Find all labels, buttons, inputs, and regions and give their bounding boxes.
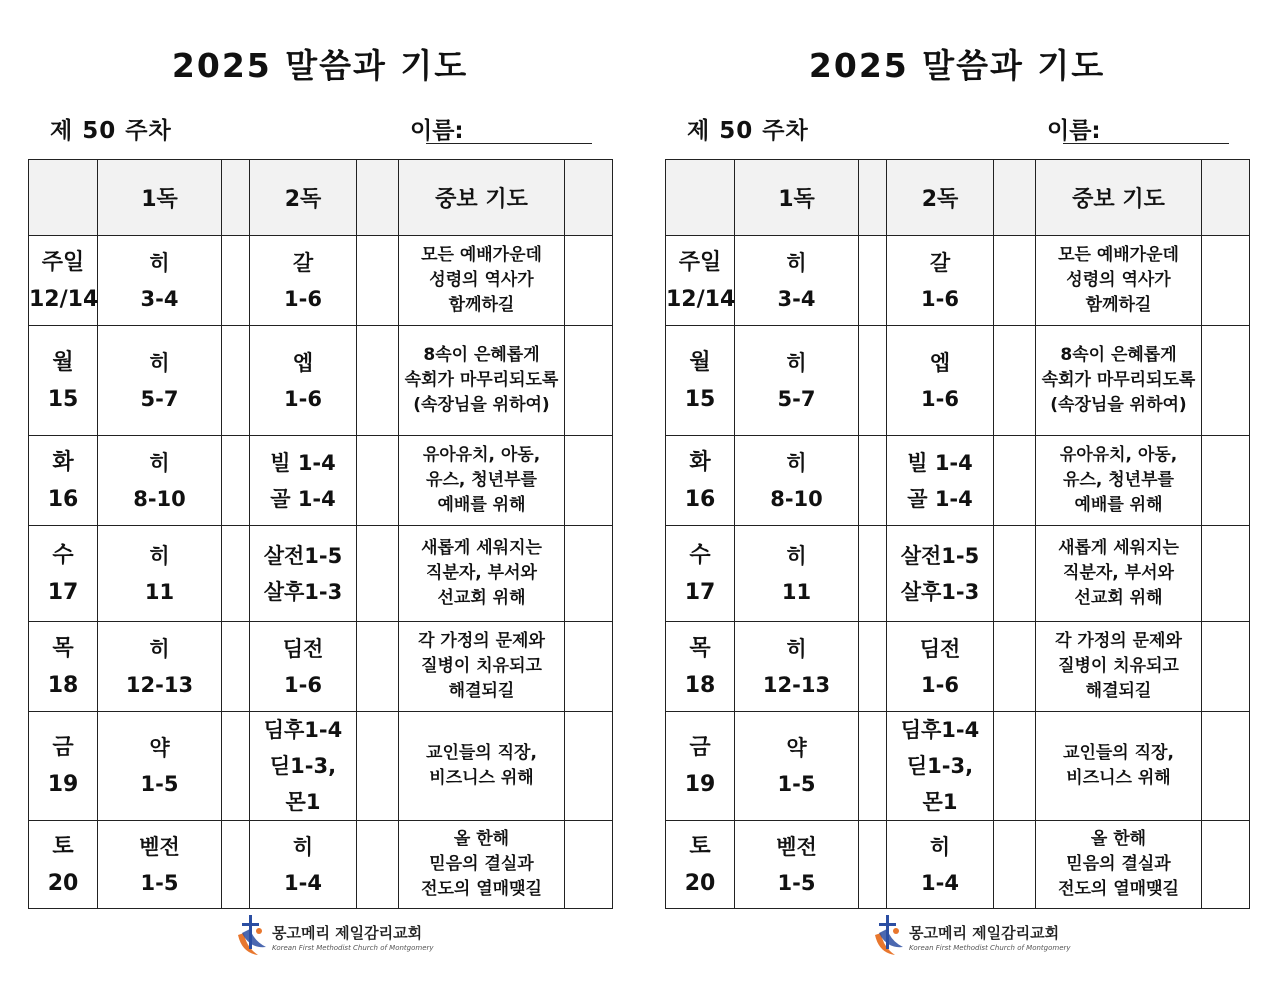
text-line: 벧전	[776, 834, 817, 859]
reading2-cell	[887, 326, 994, 436]
check-cell	[859, 436, 887, 526]
text-line: 질병이 치유되고	[421, 656, 542, 676]
text-line: 성령의 역사가	[1066, 270, 1171, 290]
header-check2	[357, 160, 399, 236]
check-cell	[994, 326, 1036, 436]
check-cell	[859, 326, 887, 436]
text-line: 1-4	[284, 870, 322, 895]
text-line: 해결되길	[448, 681, 515, 701]
check-cell	[859, 236, 887, 326]
text-line: 목	[52, 635, 74, 661]
text-line: 토	[52, 833, 74, 859]
text-line: 히	[292, 834, 314, 859]
text-line: 히	[786, 350, 807, 375]
text-line: 약	[149, 736, 170, 760]
text-line: 벧전	[139, 834, 180, 859]
text-line: 딤전	[282, 636, 324, 661]
week-label: 제 50 주차	[50, 118, 172, 144]
check-cell	[565, 526, 613, 622]
text-line: 월	[689, 349, 711, 375]
text-line: 20	[47, 870, 79, 896]
text-line: 함께하길	[1085, 295, 1152, 315]
day-cell	[666, 436, 735, 526]
reading2-cell	[887, 526, 994, 622]
church-logo	[869, 913, 1071, 959]
reading2-cell	[250, 326, 357, 436]
header-check1	[222, 160, 250, 236]
text-line: 히	[786, 250, 807, 275]
worksheet-left	[28, 0, 612, 989]
day-cell	[29, 821, 98, 909]
check-cell	[222, 712, 250, 821]
text-line: 17	[684, 579, 716, 605]
reading1-cell	[98, 236, 222, 326]
check-cell	[222, 622, 250, 712]
logo-text-english: Korean First Methodist Church of Montgomery	[272, 944, 434, 952]
cross-icon	[869, 913, 907, 959]
text-line: 유아유치, 아동,	[1059, 445, 1178, 465]
check-cell	[859, 712, 887, 821]
reading1-cell	[98, 821, 222, 909]
text-line: 갈	[292, 250, 314, 275]
check-cell	[357, 712, 399, 821]
text-line: 수	[689, 542, 711, 568]
text-line: 전도의 열매맺길	[1058, 879, 1179, 899]
text-line: 딛1-3,	[906, 754, 974, 778]
header-prayer: 중보 기도	[399, 160, 565, 236]
prayer-cell	[399, 326, 565, 436]
reading1-cell	[98, 436, 222, 526]
text-line: 갈	[929, 250, 951, 275]
prayer-cell	[1036, 712, 1202, 821]
text-line: 16	[684, 486, 716, 512]
page-title: 2025 말씀과 기도	[171, 46, 469, 85]
text-line: 비즈니스 위해	[429, 768, 534, 788]
text-line: 직분자, 부서와	[426, 563, 537, 583]
check-cell	[994, 622, 1036, 712]
text-line: 교인들의 직장,	[1063, 743, 1174, 763]
prayer-cell	[1036, 326, 1202, 436]
text-line: 질병이 치유되고	[1058, 656, 1179, 676]
text-line: 몬1	[285, 790, 321, 814]
check-cell	[222, 436, 250, 526]
check-cell	[565, 326, 613, 436]
text-line: 각 가정의 문제와	[1055, 631, 1182, 651]
check-cell	[994, 436, 1036, 526]
text-line: 히	[929, 834, 951, 859]
text-line: 1-5	[140, 772, 179, 796]
header-reading1: 1독	[735, 160, 859, 236]
text-line: (속장님을 위하여)	[413, 395, 550, 415]
text-line: 3-4	[140, 286, 179, 311]
text-line: 히	[149, 543, 170, 568]
table-row	[29, 821, 613, 909]
header-reading1: 1독	[98, 160, 222, 236]
reading1-cell	[98, 712, 222, 821]
text-line: 엡	[292, 350, 314, 375]
text-line: 골 1-4	[270, 486, 336, 511]
text-line: 히	[786, 543, 807, 568]
check-cell	[994, 236, 1036, 326]
text-line: (속장님을 위하여)	[1050, 395, 1187, 415]
day-cell	[29, 436, 98, 526]
check-cell	[565, 436, 613, 526]
text-line: 딤후1-4	[900, 718, 980, 742]
text-line: 18	[47, 672, 79, 698]
text-line: 직분자, 부서와	[1063, 563, 1174, 583]
reading2-cell	[250, 236, 357, 326]
text-line: 살후1-3	[900, 579, 980, 604]
check-cell	[1202, 622, 1250, 712]
text-line: 12-13	[762, 672, 831, 697]
text-line: 15	[47, 386, 79, 412]
page-title: 2025 말씀과 기도	[808, 46, 1106, 85]
text-line: 수	[52, 542, 74, 568]
reading1-cell	[735, 436, 859, 526]
text-line: 8-10	[133, 486, 186, 511]
week-label: 제 50 주차	[687, 118, 809, 144]
text-line: 믿음의 결실과	[429, 854, 534, 874]
text-line: 선교회 위해	[1074, 588, 1163, 608]
logo-text-korean: 몽고메리 제일감리교회	[909, 924, 1060, 942]
check-cell	[859, 526, 887, 622]
cross-icon	[232, 913, 270, 959]
reading2-cell	[250, 821, 357, 909]
text-line: 금	[689, 735, 711, 760]
check-cell	[994, 526, 1036, 622]
check-cell	[565, 236, 613, 326]
text-line: 비즈니스 위해	[1066, 768, 1171, 788]
text-line: 선교회 위해	[437, 588, 526, 608]
text-line: 히	[149, 636, 170, 661]
church-logo	[232, 913, 434, 959]
reading2-cell	[250, 526, 357, 622]
text-line: 1-6	[921, 386, 959, 411]
text-line: 유스, 청년부를	[426, 470, 537, 490]
text-line: 교인들의 직장,	[426, 743, 537, 763]
reading1-cell	[735, 821, 859, 909]
name-label: 이름:	[1047, 118, 1101, 144]
text-line: 해결되길	[1085, 681, 1152, 701]
reading1-cell	[735, 236, 859, 326]
table-row	[29, 236, 613, 326]
text-line: 금	[52, 735, 74, 760]
check-cell	[222, 236, 250, 326]
text-line: 11	[781, 579, 812, 604]
header-prayer: 중보 기도	[1036, 160, 1202, 236]
text-line: 히	[786, 636, 807, 661]
day-cell	[29, 712, 98, 821]
reading1-cell	[735, 526, 859, 622]
text-line: 히	[786, 450, 807, 475]
text-line: 화	[52, 449, 74, 475]
reading1-cell	[98, 326, 222, 436]
text-line: 19	[47, 772, 79, 797]
logo-text-korean: 몽고메리 제일감리교회	[272, 924, 423, 942]
table-row	[666, 821, 1250, 909]
reading2-cell	[887, 821, 994, 909]
text-line: 유스, 청년부를	[1063, 470, 1174, 490]
text-line: 약	[786, 736, 807, 760]
check-cell	[994, 712, 1036, 821]
text-line: 1-4	[921, 870, 959, 895]
worksheet-right	[665, 0, 1249, 989]
text-line: 8속이 은혜롭게	[1060, 345, 1177, 365]
header-day	[666, 160, 735, 236]
text-line: 살전1-5	[900, 543, 980, 568]
reading2-cell	[887, 622, 994, 712]
text-line: 3-4	[777, 286, 816, 311]
check-cell	[1202, 236, 1250, 326]
text-line: 1-5	[777, 870, 816, 895]
prayer-cell	[1036, 526, 1202, 622]
check-cell	[222, 526, 250, 622]
text-line: 12/14	[666, 286, 736, 312]
prayer-cell	[399, 712, 565, 821]
name-blank-line	[1063, 143, 1229, 144]
text-line: 1-6	[921, 286, 959, 311]
reading2-cell	[887, 712, 994, 821]
text-line: 올 한해	[453, 829, 510, 849]
text-line: 딤전	[919, 636, 961, 661]
text-line: 1-6	[284, 672, 322, 697]
text-line: 빌 1-4	[907, 450, 973, 475]
text-line: 살전1-5	[263, 543, 343, 568]
check-cell	[357, 622, 399, 712]
header-check2	[994, 160, 1036, 236]
prayer-cell	[399, 622, 565, 712]
text-line: 18	[684, 672, 716, 698]
text-line: 17	[47, 579, 79, 605]
text-line: 모든 예배가운데	[1058, 245, 1179, 265]
check-cell	[1202, 526, 1250, 622]
table-row	[29, 622, 613, 712]
check-cell	[859, 821, 887, 909]
check-cell	[357, 326, 399, 436]
reading1-cell	[735, 712, 859, 821]
table-row	[29, 436, 613, 526]
header-check3	[1202, 160, 1250, 236]
header-check1	[859, 160, 887, 236]
reading-table	[28, 159, 613, 909]
day-cell	[29, 526, 98, 622]
text-line: 8속이 은혜롭게	[423, 345, 540, 365]
day-cell	[666, 526, 735, 622]
text-line: 새롭게 세워지는	[1058, 538, 1179, 558]
text-line: 빌 1-4	[270, 450, 336, 475]
check-cell	[357, 236, 399, 326]
text-line: 1-6	[284, 286, 322, 311]
text-line: 유아유치, 아동,	[422, 445, 541, 465]
text-line: 1-5	[140, 870, 179, 895]
text-line: 전도의 열매맺길	[421, 879, 542, 899]
text-line: 주일	[41, 249, 85, 275]
table-row	[666, 436, 1250, 526]
reading1-cell	[98, 526, 222, 622]
text-line: 예배를 위해	[1074, 495, 1163, 515]
text-line: 8-10	[770, 486, 823, 511]
table-row	[666, 526, 1250, 622]
day-cell	[666, 622, 735, 712]
text-line: 함께하길	[448, 295, 515, 315]
text-line: 예배를 위해	[437, 495, 526, 515]
text-line: 12-13	[125, 672, 194, 697]
check-cell	[859, 622, 887, 712]
logo-text-english: Korean First Methodist Church of Montgomery	[909, 944, 1071, 952]
reading-table	[665, 159, 1250, 909]
check-cell	[1202, 712, 1250, 821]
check-cell	[994, 821, 1036, 909]
reading1-cell	[735, 326, 859, 436]
day-cell	[29, 236, 98, 326]
text-line: 성령의 역사가	[429, 270, 534, 290]
reading2-cell	[887, 236, 994, 326]
day-cell	[666, 821, 735, 909]
check-cell	[222, 821, 250, 909]
table-row	[29, 326, 613, 436]
table-header-row	[29, 160, 613, 236]
table-header-row	[666, 160, 1250, 236]
day-cell	[666, 326, 735, 436]
check-cell	[1202, 436, 1250, 526]
prayer-cell	[399, 436, 565, 526]
day-cell	[29, 622, 98, 712]
header-reading2: 2독	[887, 160, 994, 236]
check-cell	[357, 526, 399, 622]
text-line: 주일	[678, 249, 722, 275]
reading2-cell	[250, 712, 357, 821]
check-cell	[565, 622, 613, 712]
header-reading2: 2독	[250, 160, 357, 236]
prayer-cell	[1036, 821, 1202, 909]
text-line: 모든 예배가운데	[421, 245, 542, 265]
text-line: 11	[144, 579, 175, 604]
text-line: 5-7	[777, 386, 816, 411]
name-label: 이름:	[410, 118, 464, 144]
reading2-cell	[250, 436, 357, 526]
table-row	[666, 236, 1250, 326]
text-line: 5-7	[140, 386, 179, 411]
text-line: 15	[684, 386, 716, 412]
text-line: 속회가 마무리되도록	[1041, 370, 1196, 390]
table-row	[666, 622, 1250, 712]
table-row	[666, 712, 1250, 821]
text-line: 19	[684, 772, 716, 797]
text-line: 딤후1-4	[263, 718, 343, 742]
check-cell	[565, 821, 613, 909]
text-line: 딛1-3,	[269, 754, 337, 778]
prayer-cell	[399, 526, 565, 622]
check-cell	[1202, 326, 1250, 436]
prayer-cell	[1036, 622, 1202, 712]
text-line: 1-6	[921, 672, 959, 697]
text-line: 1-6	[284, 386, 322, 411]
text-line: 20	[684, 870, 716, 896]
prayer-cell	[399, 821, 565, 909]
text-line: 12/14	[29, 286, 99, 312]
text-line: 16	[47, 486, 79, 512]
day-cell	[29, 326, 98, 436]
text-line: 히	[149, 450, 170, 475]
text-line: 몬1	[922, 790, 958, 814]
check-cell	[565, 712, 613, 821]
name-blank-line	[426, 143, 592, 144]
prayer-cell	[1036, 236, 1202, 326]
text-line: 골 1-4	[907, 486, 973, 511]
reading2-cell	[250, 622, 357, 712]
text-line: 1-5	[777, 772, 816, 796]
table-row	[29, 526, 613, 622]
text-line: 토	[689, 833, 711, 859]
table-row	[29, 712, 613, 821]
text-line: 각 가정의 문제와	[418, 631, 545, 651]
text-line: 엡	[929, 350, 951, 375]
reading1-cell	[98, 622, 222, 712]
text-line: 화	[689, 449, 711, 475]
text-line: 목	[689, 635, 711, 661]
day-cell	[666, 712, 735, 821]
reading1-cell	[735, 622, 859, 712]
reading2-cell	[887, 436, 994, 526]
day-cell	[666, 236, 735, 326]
text-line: 올 한해	[1090, 829, 1147, 849]
header-day	[29, 160, 98, 236]
header-check3	[565, 160, 613, 236]
text-line: 속회가 마무리되도록	[404, 370, 559, 390]
text-line: 살후1-3	[263, 579, 343, 604]
check-cell	[1202, 821, 1250, 909]
check-cell	[357, 821, 399, 909]
prayer-cell	[1036, 436, 1202, 526]
table-row	[666, 326, 1250, 436]
text-line: 믿음의 결실과	[1066, 854, 1171, 874]
text-line: 히	[149, 350, 170, 375]
check-cell	[357, 436, 399, 526]
text-line: 히	[149, 250, 170, 275]
check-cell	[222, 326, 250, 436]
text-line: 월	[52, 349, 74, 375]
prayer-cell	[399, 236, 565, 326]
text-line: 새롭게 세워지는	[421, 538, 542, 558]
